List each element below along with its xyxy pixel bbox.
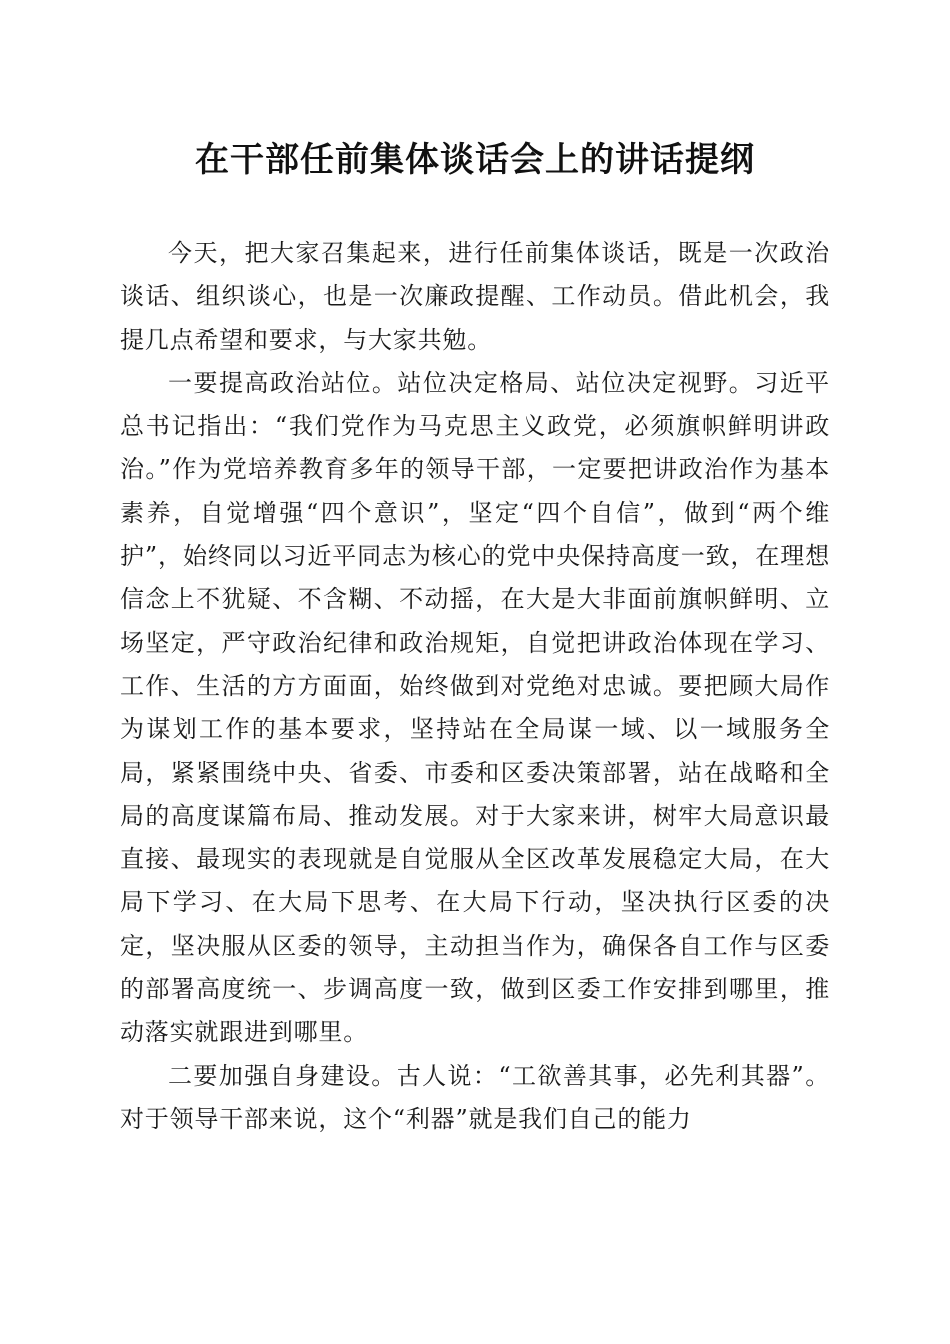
paragraph-self-building: 二要加强自身建设。古人说：“工欲善其事，必先利其器”。对于领导干部来说，这个“利器”就是我们自己的能力 — [120, 1061, 830, 1133]
paragraph-intro: 今天，把大家召集起来，进行任前集体谈话，既是一次政治谈话、组织谈心，也是一次廉政提醒、工作动员。借此机会，我提几点希望和要求，与大家共勉。 — [120, 239, 830, 354]
document-title: 在干部任前集体谈话会上的讲话提纲 — [195, 140, 755, 180]
document-body — [120, 232, 830, 1141]
paragraph-political-stance: 一要提高政治站位。站位决定格局、站位决定视野。习近平总书记指出：“我们党作为马克思主义政党，必须旗帜鲜明讲政治。”作为党培养教育多年的领导干部，一定要把讲政治作为基本素养，自觉增强“四个意识”，坚定“四个自信”，做到“两个维护”，始终同以习近平同志为核心的党中央保持高度一致，在理想信念上不犹疑、不含糊、不动摇，在大是大非面前旗帜鲜明、立场坚定，严守政治纪律和政治规矩，自觉把讲政治体现在学习、工作、生活的方方面面，始终做到对党绝对忠诚。要把顾大局作为谋划工作的基本要求，坚持站在全局谋一域、以一域服务全局，紧紧围绕中央、省委、市委和区委决策部署，站在战略和全局的高度谋篇布局、推动发展。对于大家来讲，树牢大局意识最直接、最现实的表现就是自觉服从全区改革发展稳定大局，在大局下学习、在大局下思考、在大局下行动，坚决执行区委的决定，坚决服从区委的领导，主动担当作为，确保各自工作与区委的部署高度统一、步调高度一致，做到区委工作安排到哪里，推动落实就跟进到哪里。 — [120, 368, 830, 1047]
